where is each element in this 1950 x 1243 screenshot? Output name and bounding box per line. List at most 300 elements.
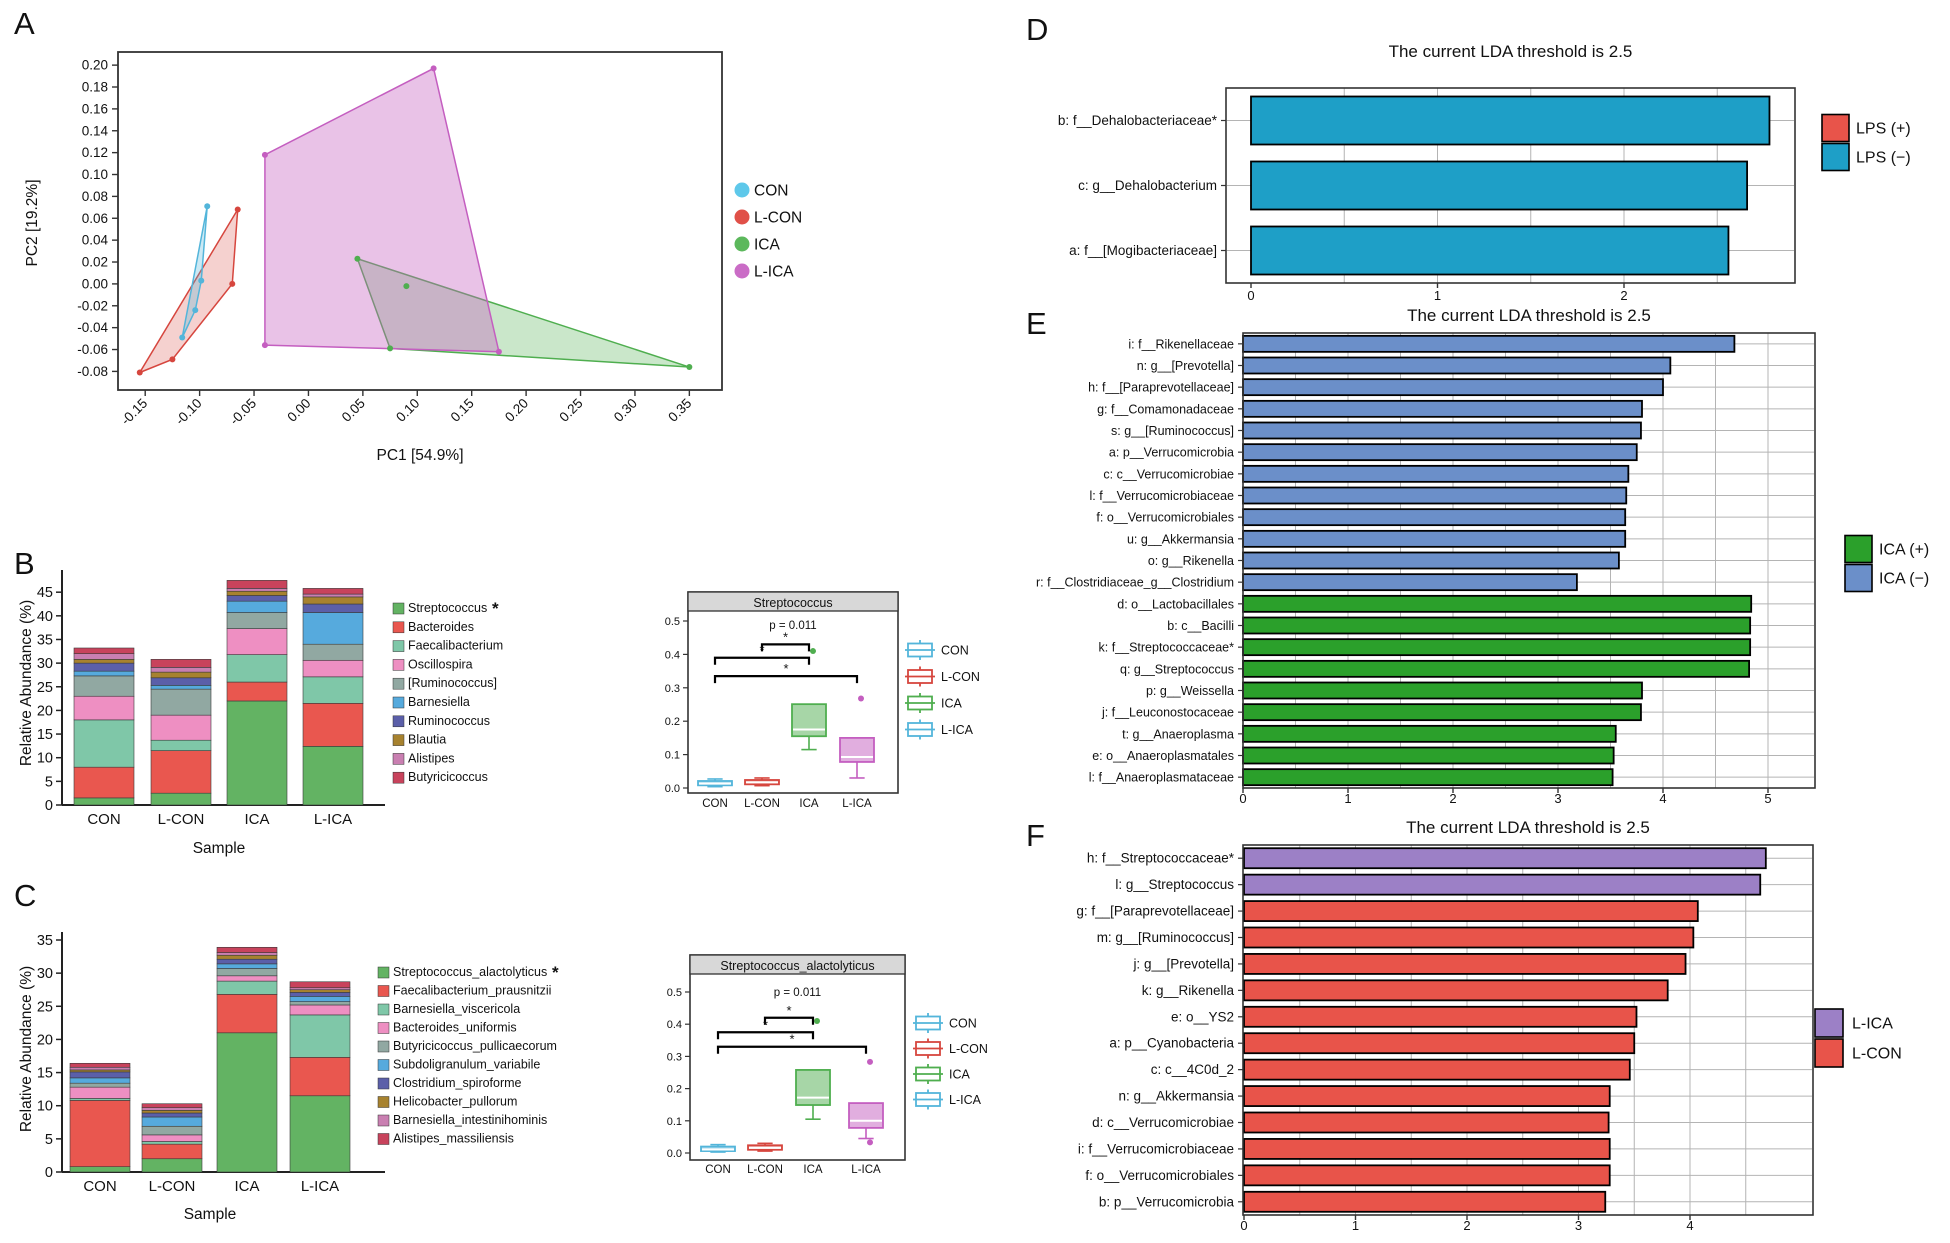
y-tick-label: 5 [44,774,53,791]
legend-swatch-L-CON [1815,1039,1843,1067]
x-tick-label: 1 [1433,288,1442,303]
row-label: f: o__Verrucomicrobiales [1096,510,1234,525]
y-tick-label: 0.4 [666,1019,682,1032]
bar-segment-Alistipes [227,588,287,591]
bar-segment-Alistipes_massiliensis [217,947,277,952]
box-L-ICA [849,1103,883,1128]
row-label: i: f__Verrucomicrobiaceae [1077,1141,1234,1157]
row-label: s: g__[Ruminococcus] [1111,424,1234,438]
legend-swatch-Faecalibacterium [393,641,404,652]
lda-bar [1243,683,1642,699]
x-tick-label: 4 [1659,791,1667,806]
bar-segment-Clostridium_spiroforme [290,992,350,996]
legend-swatch-ICA (−) [1845,565,1872,592]
bar-segment-Butyricicoccus [74,648,134,654]
row-label: n: g__[Prevotella] [1136,359,1234,373]
legend-dot-CON [735,183,750,198]
row-label: c: c__4C0d_2 [1150,1062,1234,1078]
y-tick-label: 40 [36,608,53,625]
x-category-label: ICA [803,1164,823,1176]
y-tick-label: 10 [36,750,53,767]
legend-swatch-Blautia [393,735,404,746]
bar-segment-[Ruminococcus] [74,676,134,696]
lda-E [1036,333,1929,806]
lda-bar [1243,531,1625,547]
legend-label-Streptococcus: Streptococcus * [408,599,499,618]
pca-y-tick-label: 0.12 [81,145,108,161]
bar-segment-Clostridium_spiroforme [142,1113,202,1117]
pca-x-tick-label: 0.10 [393,395,423,425]
legend-swatch-Helicobacter_pullorum [378,1097,389,1108]
lda-bar [1243,336,1734,352]
y-tick-label: 0.1 [664,749,680,762]
panel-b-label: B [14,546,36,581]
legend-swatch-[Ruminococcus] [393,678,404,689]
row-label: o: g__Rikenella [1147,554,1234,568]
legend-label-Barnesiella_viscericola: Barnesiella_viscericola [393,1002,521,1016]
bar-segment-Faecalibacterium [227,655,287,682]
panel-b-x-axis-title: Sample [192,840,246,857]
y-tick-label: 20 [36,703,53,720]
y-tick-label: 35 [36,933,53,949]
pca-x-tick-label: -0.10 [172,395,205,428]
bar-segment-Blautia [151,672,211,678]
lda-d-title: The current LDA threshold is 2.5 [1388,42,1633,61]
lda-bar [1243,726,1616,742]
row-label: g: f__[Paraprevotellaceae] [1076,903,1234,919]
lda-bar [1244,1139,1610,1159]
x-tick-label: 2 [1620,288,1628,303]
lda-bar [1243,661,1749,677]
legend-swatch-Subdoligranulum_variabile [378,1060,389,1071]
bar-segment-Streptococcus_alactolyticus [217,1033,277,1172]
x-tick-label: 3 [1554,791,1562,806]
row-label: a: p__Cyanobacteria [1109,1035,1234,1051]
lda-bar [1243,574,1577,590]
pca-y-tick-label: -0.04 [77,320,108,336]
box-L-ICA [840,738,874,762]
x-category-label: ICA [244,811,270,828]
legend-label-Alistipes_massiliensis: Alistipes_massiliensis [393,1131,514,1146]
legend-swatch-ICA (+) [1845,536,1872,563]
row-label: b: c__Bacilli [1167,619,1234,633]
row-label: m: g__[Ruminococcus] [1096,930,1234,945]
lda-bar [1244,875,1760,895]
pca-y-tick-label: 0.00 [81,276,108,292]
sig-star: * [759,642,765,658]
pca-x-tick-label: 0.25 [556,395,586,425]
bar-segment-Butyricicoccus [151,659,211,667]
bar-segment-Streptococcus [74,798,134,805]
legend-swatch-Butyricicoccus_pullicaecorum [378,1041,389,1052]
bar-segment-Barnesiella [74,671,134,676]
row-label: j: g__[Prevotella] [1133,956,1234,972]
bar-segment-Helicobacter_pullorum [290,990,350,993]
bar-segment-Streptococcus_alactolyticus [70,1167,130,1172]
sig-star: * [783,661,789,677]
bar-segment-Bacteroides [303,703,363,746]
lda-bar [1243,509,1625,525]
legend-label-Streptococcus_alactolyticus: Streptococcus_alactolyticus * [393,963,559,982]
lda-bar [1243,488,1626,504]
outlier-ICA [810,648,816,654]
row-label: r: f__Clostridiaceae_g__Clostridium [1035,575,1234,590]
bar-segment-Oscillospira [227,629,287,655]
legend-label-Blautia: Blautia [408,732,447,747]
y-tick-label: 0 [44,1165,53,1181]
legend-label-LPS (+): LPS (+) [1856,120,1911,138]
legend-label-L-ICA: L-ICA [949,1093,981,1107]
legend-label-Barnesiella_intestinihominis: Barnesiella_intestinihominis [393,1113,548,1127]
outlier-L-ICA [858,695,864,701]
legend-swatch-L-ICA [1815,1009,1843,1037]
row-label: c: c__Verrucomicrobiae [1103,467,1234,482]
lda-bar [1243,444,1637,460]
row-label: k: f__Streptococcaceae* [1098,640,1234,655]
legend-swatch-Bacteroides_uniformis [378,1023,389,1034]
panel-e-label: E [1026,306,1048,341]
row-label: e: o__YS2 [1170,1009,1234,1025]
bar-segment-Ruminococcus [151,678,211,686]
bar-segment-Blautia [74,659,134,663]
bar-segment-Streptococcus [151,793,211,805]
pca-point-L-CON [137,369,143,375]
pca-x-axis-title: PC1 [54.9%] [376,447,464,464]
x-tick-label: 2 [1463,1218,1471,1233]
pca-y-tick-label: -0.08 [77,363,108,379]
y-tick-label: 0 [44,798,53,814]
panel-c-x-axis-title: Sample [183,1206,237,1223]
bar-segment-Barnesiella [227,601,287,612]
bar-segment-Faecalibacterium [151,740,211,750]
bar-segment-Barnesiella_intestinihominis [217,953,277,956]
lda-F [1076,845,1901,1233]
legend-label-L-CON: L-CON [754,209,803,227]
pca-y-axis-title: PC2 [19.2%] [24,179,41,267]
y-tick-label: 30 [36,656,53,673]
legend-label-Oscillospira: Oscillospira [408,657,473,672]
x-tick-label: 0 [1247,288,1255,303]
pca-x-tick-label: 0.35 [665,395,695,425]
pca-x-tick-label: 0.00 [284,395,314,425]
legend-swatch-LPS (+) [1822,115,1849,142]
pca-point-ICA [354,256,360,262]
bar-segment-Barnesiella [151,685,211,689]
boxplot-b-title: Streptococcus [753,596,833,610]
row-label: h: f__[Paraprevotellaceae] [1088,380,1234,395]
x-category-label: L-ICA [313,811,353,828]
bar-segment-Barnesiella_intestinihominis [142,1108,202,1111]
pca-point-ICA [403,283,409,289]
lda-bar [1251,97,1769,145]
bar-segment-Faecalibacterium [303,677,363,703]
sig-star: * [762,1017,769,1033]
pca-y-tick-label: 0.16 [81,101,108,117]
x-tick-label: 0 [1239,791,1247,806]
bar-segment-Bacteroides_uniformis [290,1005,350,1015]
lda-bar [1244,1165,1610,1185]
pca-x-tick-label: -0.05 [226,395,260,428]
y-tick-label: 0.2 [666,1083,682,1096]
y-tick-label: 15 [36,727,53,744]
bar-segment-Bacteroides_uniformis [70,1087,130,1098]
lda-e-title: The current LDA threshold is 2.5 [1407,306,1651,325]
bar-segment-Alistipes_massiliensis [70,1063,130,1067]
outlier-L-ICA [867,1139,873,1145]
lda-bar [1244,1033,1634,1053]
bar-segment-Streptococcus_alactolyticus [142,1159,202,1172]
panel-d-label: D [1026,12,1050,47]
bar-segment-Bacteroides [74,767,134,798]
legend-label-LPS (−): LPS (−) [1856,149,1911,167]
x-category-label: L-ICA [300,1178,340,1195]
bar-segment-Barnesiella_viscericola [142,1142,202,1145]
pca-point-L-CON [169,356,175,362]
y-tick-label: 0.0 [664,783,680,795]
x-tick-label: 1 [1351,1218,1360,1233]
legend-label-CON: CON [941,643,969,658]
row-label: d: c__Verrucomicrobiae [1092,1115,1234,1130]
pca-x-tick-label: -0.15 [117,395,151,428]
bar-segment-Alistipes [303,594,363,597]
row-label: p: g__Weissella [1145,684,1234,698]
legend-label-Alistipes: Alistipes [408,751,455,766]
outlier-ICA [814,1018,820,1024]
pca-point-L-ICA [262,152,268,158]
bar-segment-Alistipes_massiliensis [142,1104,202,1108]
row-label: q: g__Streptococcus [1120,662,1234,677]
legend-label-ICA: ICA [941,696,962,711]
pca-point-ICA [387,345,393,351]
x-category-label: L-CON [157,811,205,828]
bar-segment-Bacteroides_uniformis [142,1135,202,1142]
pca-y-tick-label: 0.06 [81,210,108,226]
lda-bar [1244,928,1693,948]
legend-label-Clostridium_spiroforme: Clostridium_spiroforme [393,1076,522,1090]
legend-swatch-Clostridium_spiroforme [378,1078,389,1089]
pca-y-tick-label: 0.04 [81,232,108,248]
bar-segment-Streptococcus [227,701,287,805]
y-tick-label: 10 [36,1098,53,1115]
legend-label-L-ICA: L-ICA [754,263,794,281]
bar-segment-Barnesiella_viscericola [217,981,277,994]
pca-point-L-ICA [496,349,502,355]
x-tick-label: 2 [1449,791,1457,806]
bar-segment-Butyricicoccus [227,580,287,588]
legend-swatch-Barnesiella_viscericola [378,1004,389,1015]
pca-y-tick-label: 0.20 [81,57,108,73]
x-category-label: L-CON [148,1178,196,1195]
pca-plot [77,52,802,428]
x-tick-label: 0 [1240,1218,1248,1233]
bar-segment-Oscillospira [74,696,134,720]
sig-star: * [782,629,789,645]
pca-x-tick-label: 0.05 [338,395,368,425]
y-tick-label: 0.1 [666,1115,682,1128]
pca-x-tick-label: 0.30 [610,395,641,425]
y-tick-label: 0.4 [664,649,680,662]
boxplot-c-pvalue: p = 0.011 [773,987,822,999]
pca-x-tick-label: 0.20 [502,395,532,425]
lda-bar [1243,553,1619,569]
panel-c-y-axis-title: Relative Abundance (%) [18,965,35,1133]
lda-bar [1243,748,1614,764]
pca-y-tick-label: 0.08 [81,188,108,204]
sig-star: * [786,1002,792,1018]
bar-segment-Subdoligranulum_variabile [70,1078,130,1083]
legend-swatch-LPS (−) [1822,144,1849,171]
x-category-label: CON [705,1164,731,1176]
pca-y-tick-label: 0.10 [81,167,108,183]
bar-segment-Clostridium_spiroforme [70,1072,130,1078]
bar-segment-Bacteroides [227,682,287,701]
pca-y-tick-label: -0.06 [77,342,108,358]
y-tick-label: 25 [36,679,53,696]
x-category-label: L-CON [744,798,780,810]
y-tick-label: 35 [36,632,53,649]
lda-bar [1244,1113,1609,1133]
bar-segment-Helicobacter_pullorum [142,1110,202,1113]
lda-bar [1244,1086,1610,1106]
bar-segment-Bacteroides_uniformis [217,976,277,981]
pca-y-tick-label: -0.02 [77,298,108,314]
bar-segment-Subdoligranulum_variabile [290,996,350,1001]
bar-segment-Blautia [303,597,363,604]
legend-label-L-ICA: L-ICA [941,723,973,737]
y-tick-label: 0.5 [666,987,682,999]
panel-c-label: C [14,878,38,913]
bar-segment-Bacteroides [151,751,211,794]
lda-bar [1244,1060,1630,1080]
bar-segment-Streptococcus_alactolyticus [290,1096,350,1172]
lda-bar [1244,901,1698,921]
row-label: t: g__Anaeroplasma [1122,727,1234,742]
row-label: i: f__Rikenellaceae [1128,337,1234,352]
pca-point-L-ICA [262,342,268,348]
y-tick-label: 0.0 [666,1148,682,1160]
y-tick-label: 30 [36,966,53,983]
bar-segment-Oscillospira [151,715,211,740]
sig-star: * [789,1031,795,1047]
x-category-label: ICA [799,798,819,810]
x-category-label: CON [83,1178,117,1195]
boxplot-b-pvalue: p = 0.011 [769,620,817,632]
pca-x-tick-label: 0.15 [447,395,477,425]
row-label: g: f__Comamonadaceae [1097,402,1234,417]
bar-segment-Clostridium_spiroforme [217,959,277,964]
bar-segment-Oscillospira [303,660,363,677]
y-tick-label: 20 [36,1032,53,1049]
legend-label-[Ruminococcus]: [Ruminococcus] [408,676,497,691]
pca-point-L-CON [229,281,235,287]
row-label: u: g__Akkermansia [1126,532,1234,547]
legend-label-Faecalibacterium_prausnitzii: Faecalibacterium_prausnitzii [393,983,552,998]
bar-segment-[Ruminococcus] [227,613,287,629]
bar-segment-Alistipes [74,654,134,660]
outlier-L-ICA [867,1059,873,1065]
legend-label-Subdoligranulum_variabile: Subdoligranulum_variabile [393,1057,541,1072]
pca-y-tick-label: 0.14 [81,123,108,139]
x-category-label: L-ICA [851,1164,881,1176]
legend-label-Barnesiella: Barnesiella [408,695,470,709]
bar-segment-[Ruminococcus] [303,644,363,660]
row-label: f: o__Verrucomicrobiales [1085,1167,1234,1183]
bar-segment-Faecalibacterium_prausnitzii [70,1100,130,1166]
bar-segment-Butyricicoccus_pullicaecorum [142,1126,202,1135]
legend-label-CON: CON [754,182,789,200]
x-category-label: CON [87,811,121,828]
legend-swatch-Barnesiella_intestinihominis [378,1115,389,1126]
bar-segment-Barnesiella [303,613,363,645]
legend-swatch-Bacteroides [393,622,404,633]
legend-swatch-Streptococcus_alactolyticus [378,967,389,978]
bar-segment-Faecalibacterium_prausnitzii [290,1057,350,1095]
lda-bar [1243,618,1750,634]
y-tick-label: 15 [36,1065,53,1082]
legend-label-Faecalibacterium: Faecalibacterium [408,638,504,653]
legend-dot-L-CON [735,210,750,225]
row-label: l: f__Verrucomicrobiaceae [1089,489,1234,503]
bar-segment-Alistipes_massiliensis [290,982,350,988]
y-tick-label: 0.2 [664,716,680,729]
y-tick-label: 0.5 [664,616,680,628]
bar-segment-Helicobacter_pullorum [217,955,277,959]
row-label: l: f__Anaeroplasmataceae [1088,770,1234,785]
bar-segment-Faecalibacterium_prausnitzii [217,994,277,1032]
legend-swatch-Ruminococcus [393,716,404,727]
bar-segment-Barnesiella_intestinihominis [70,1067,130,1070]
legend-label-ICA: ICA [754,236,780,254]
boxplot-c-title: Streptococcus_alactolyticus [720,959,875,973]
legend-swatch-Faecalibacterium_prausnitzii [378,986,389,997]
x-tick-label: 5 [1764,791,1772,806]
lda-bar [1243,704,1641,720]
legend-label-Bacteroides: Bacteroides [408,619,475,634]
legend-label-ICA (+): ICA (+) [1879,541,1930,559]
row-label: n: g__Akkermansia [1118,1088,1234,1104]
lda-bar [1251,227,1728,275]
y-tick-label: 0.3 [666,1051,682,1064]
lda-bar [1243,596,1751,612]
x-category-label: L-CON [747,1164,783,1176]
bar-segment-Alistipes [151,667,211,672]
row-label: a: f__[Mogibacteriaceae] [1069,243,1217,258]
row-label: e: o__Anaeroplasmatales [1092,749,1234,763]
bar-segment-Ruminococcus [303,604,363,613]
legend-label-Butyricicoccus: Butyricicoccus [408,770,488,785]
pca-point-ICA [686,364,692,370]
lda-bar [1244,1007,1636,1027]
panel-a-label: A [14,6,36,41]
lda-bar [1244,1192,1605,1212]
bar-segment-Ruminococcus [74,663,134,671]
lda-bar [1243,769,1613,785]
legend-label-L-CON: L-CON [941,670,980,684]
lda-bar [1243,423,1641,439]
pca-y-tick-label: 0.18 [81,79,108,95]
y-tick-label: 0.3 [664,682,680,695]
legend-label-Bacteroides_uniformis: Bacteroides_uniformis [393,1020,517,1035]
legend-label-L-ICA: L-ICA [1852,1015,1893,1033]
pca-point-L-CON [235,207,241,213]
legend-label-ICA (−): ICA (−) [1879,570,1930,588]
lda-bar [1243,379,1663,395]
pca-point-CON [192,307,198,313]
bar-segment-Ruminococcus [227,595,287,601]
row-label: b: f__Dehalobacteriaceae* [1057,113,1217,128]
box-ICA [796,1070,830,1105]
lda-bar [1251,162,1747,210]
